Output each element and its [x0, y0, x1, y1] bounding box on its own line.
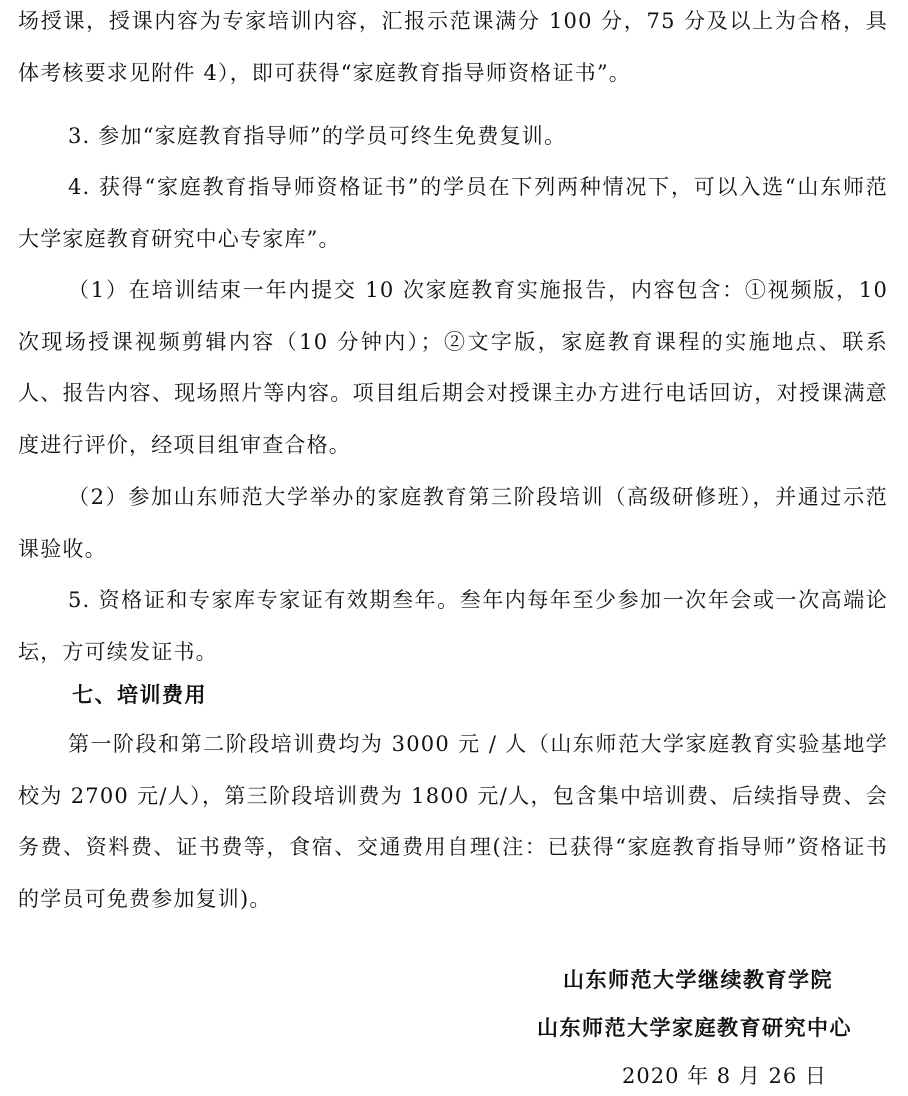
section-heading-fees: 七、培训费用 [72, 683, 207, 707]
paragraph-free-retraining: 3. 参加“家庭教育指导师”的学员可终生免费复训。 [68, 124, 567, 148]
signature-org-continuing-education: 山东师范大学继续教育学院 [563, 968, 833, 992]
paragraph-condition-2: （2）参加山东师范大学举办的家庭教育第三阶段培训（高级研修班），并通过示范课验收。 [18, 485, 888, 561]
paragraph-expert-pool: 4. 获得“家庭教育指导师资格证书”的学员在下列两种情况下，可以入选“山东师范大学家庭教育研究中心专家库”。 [18, 175, 888, 251]
paragraph-validity: 5. 资格证和专家库专家证有效期叁年。叁年内每年至少参加一次年会或一次高端论坛，方可续发证书。 [18, 588, 888, 664]
paragraph-assessment: 场授课，授课内容为专家培训内容，汇报示范课满分 100 分，75 分及以上为合格，具体考核要求见附件 4），即可获得“家庭教育指导师资格证书”。 [18, 9, 888, 85]
paragraph-fees: 第一阶段和第二阶段培训费均为 3000 元 / 人（山东师范大学家庭教育实验基地学校为 2700 元/人），第三阶段培训费为 1800 元/人，包含集中培训费、后续指导费、会务费、资料费、证书费等，食宿、交通费用自理(注：已获得“家庭教育指导师”资格证书的学员可免费参加复训)。 [18, 732, 888, 911]
paragraph-condition-1: （1）在培训结束一年内提交 10 次家庭教育实施报告，内容包含：①视频版，10 次现场授课视频剪辑内容（10 分钟内）；②文字版，家庭教育课程的实施地点、联系人、报告内容、现场照片等内容。项目组后期会对授课主办方进行电话回访，对授课满意度进行评价，经项目组审查合格。 [18, 278, 888, 457]
signature-org-family-education-center: 山东师范大学家庭教育研究中心 [537, 1016, 852, 1040]
signature-date: 2020 年 8 月 26 日 [622, 1064, 827, 1088]
